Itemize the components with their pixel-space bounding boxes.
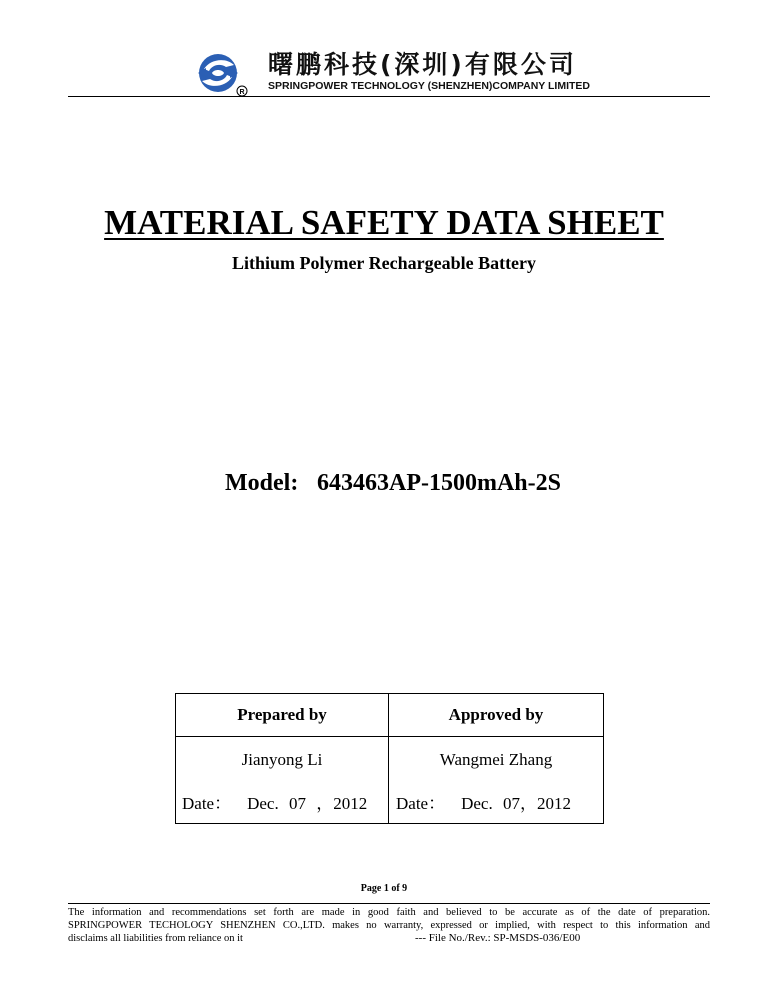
table-row-divider — [176, 736, 603, 737]
disclaimer-line-1: The information and recommendations set forth are made in good faith and believed to be accurate as of the date of preparation. — [68, 907, 710, 918]
springpower-logo-icon — [196, 51, 248, 97]
header-divider — [68, 96, 710, 97]
document-subtitle: Lithium Polymer Rechargeable Battery — [231, 253, 537, 273]
prepared-date-label: Date： — [182, 794, 232, 813]
approved-by-header: Approved by — [448, 705, 544, 724]
model-value: 643463AP-1500mAh-2S — [317, 470, 561, 496]
approved-date-value: Dec. 07，2012 — [461, 794, 571, 813]
model-label: Model: — [225, 470, 299, 496]
prepared-by-name: Jianyong Li — [241, 750, 323, 769]
svg-text:R: R — [239, 89, 245, 96]
page-number: Page 1 of 9 — [360, 883, 408, 894]
prepared-date — [182, 794, 367, 814]
disclaimer-line-3: disclaims all liabilities from reliance on it — [68, 933, 243, 944]
disclaimer — [68, 906, 710, 945]
file-number: --- File No./Rev.: SP-MSDS-036/E00 — [415, 932, 581, 944]
prepared-date-value: Dec. 07 ，2012 — [247, 794, 368, 813]
signoff-table — [175, 693, 604, 824]
approved-date — [396, 794, 571, 814]
company-name-chinese: 曙鹏科技(深圳)有限公司 — [268, 50, 577, 79]
disclaimer-line-2: SPRINGPOWER TECHOLOGY SHENZHEN CO.,LTD. makes no warranty, expressed or implied, with respect to this information and — [68, 920, 710, 931]
prepared-by-header: Prepared by — [237, 705, 327, 724]
footer-divider — [68, 903, 710, 904]
page-header — [0, 0, 768, 100]
approved-date-label: Date： — [396, 794, 446, 813]
document-title: MATERIAL SAFETY DATA SHEET — [104, 203, 664, 242]
model-line — [225, 469, 561, 497]
company-name-english: SPRINGPOWER TECHNOLOGY (SHENZHEN)COMPANY LIMITED — [268, 80, 591, 92]
approved-by-name: Wangmei Zhang — [439, 750, 553, 769]
